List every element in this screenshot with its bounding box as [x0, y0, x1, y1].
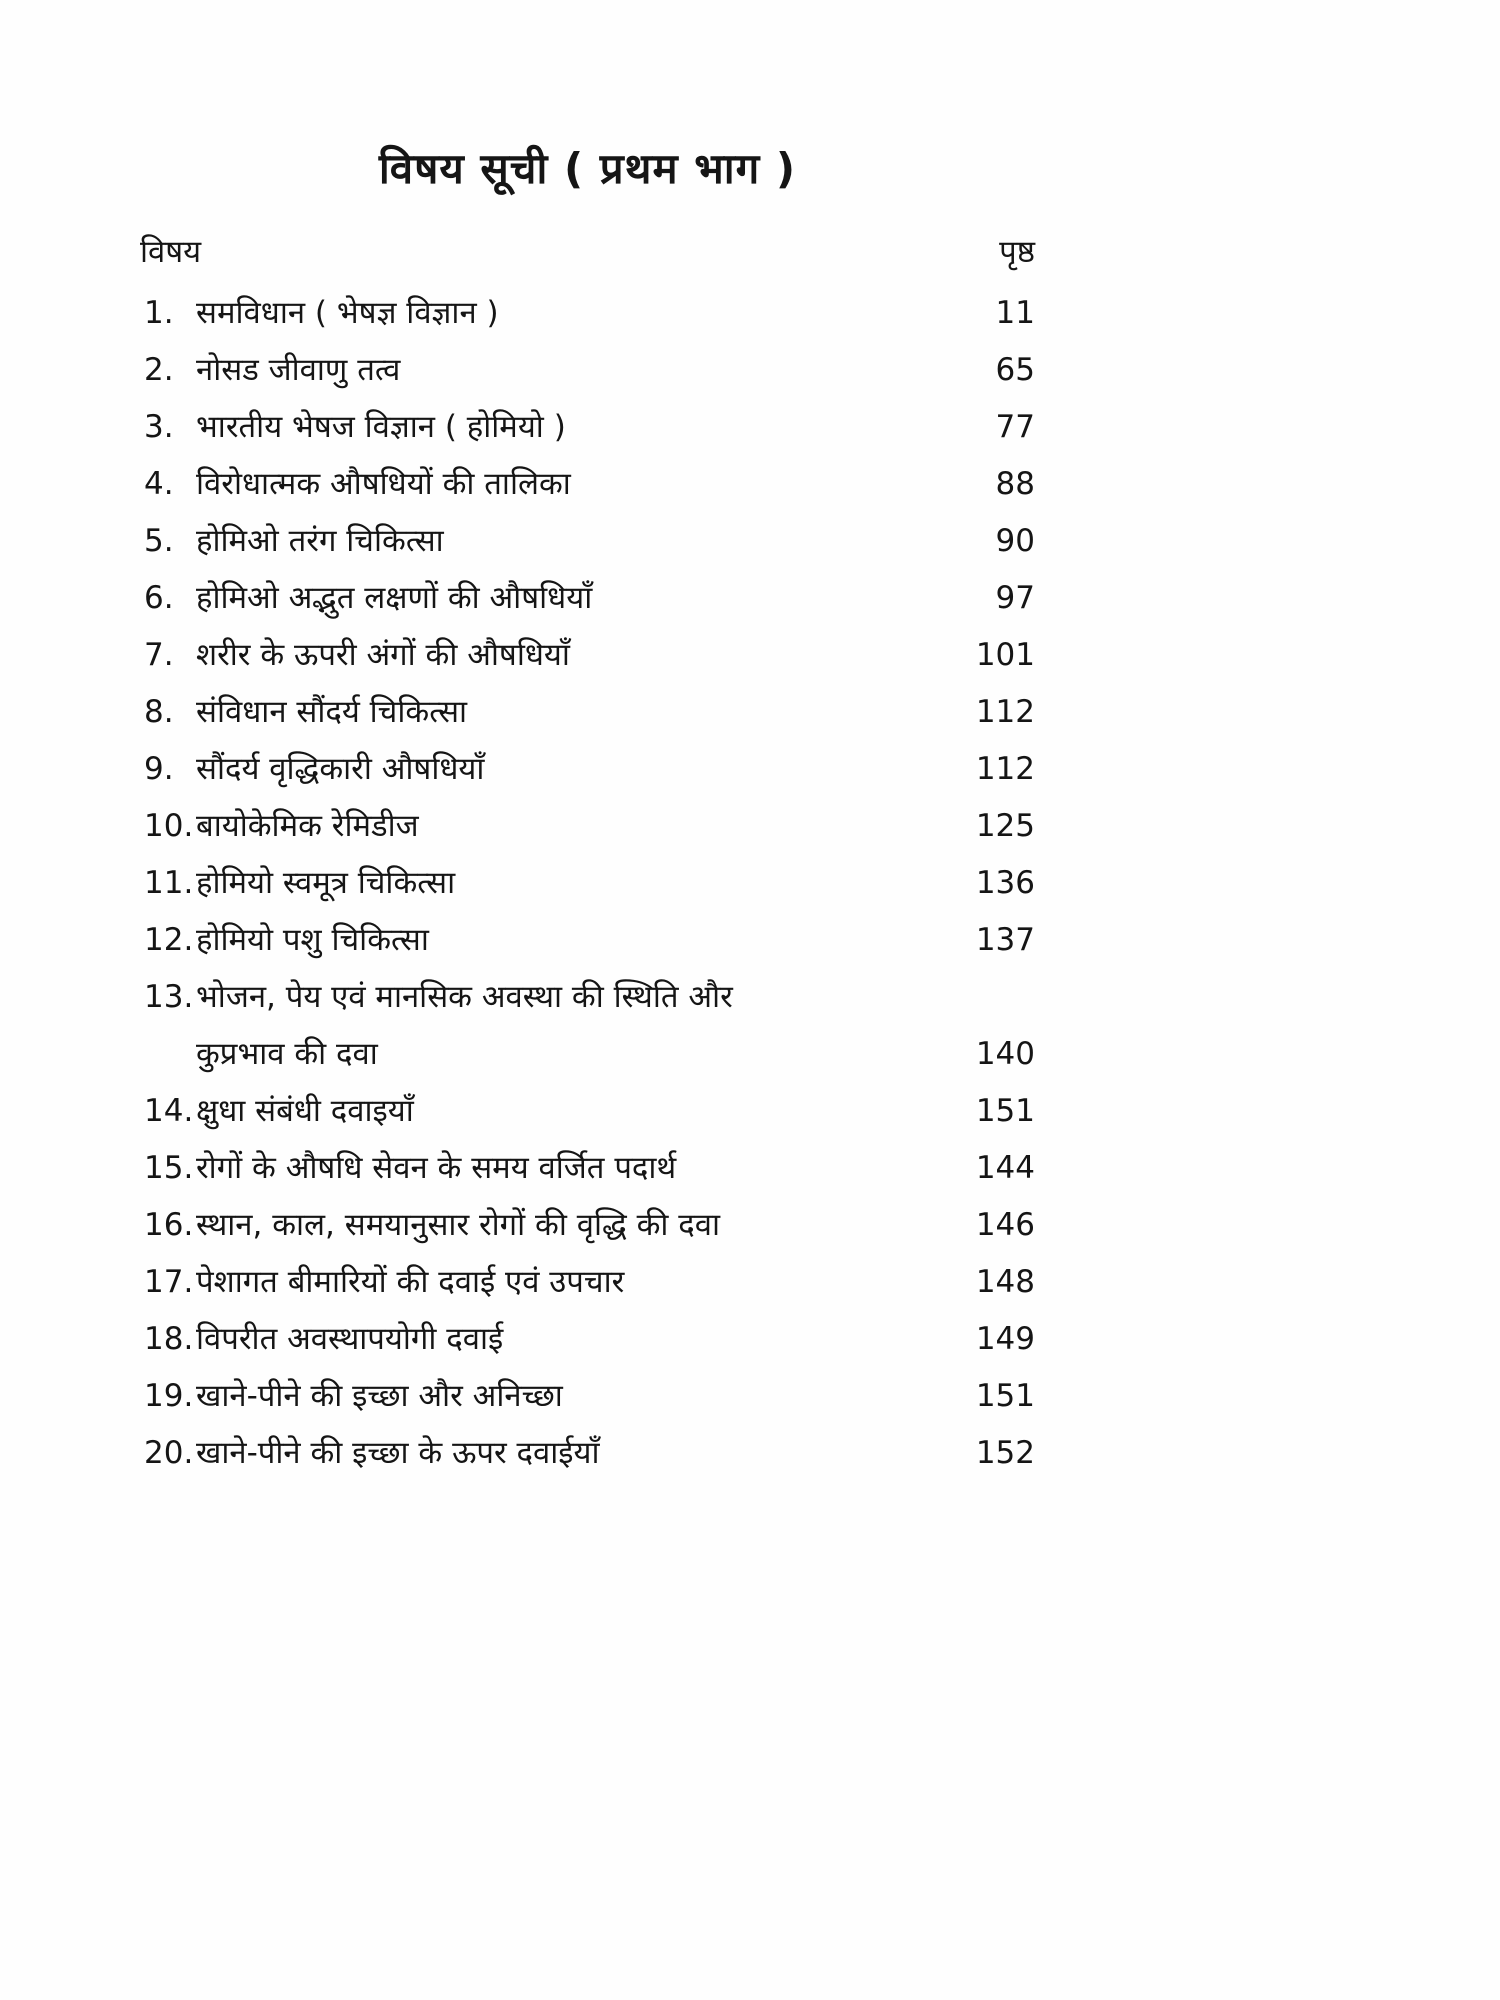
entry-page-number: 11: [995, 294, 1035, 331]
entry-number: 18.: [144, 1320, 194, 1357]
entry-number: 9.: [144, 750, 174, 787]
entry-number: 4.: [144, 465, 174, 502]
entry-title: नोसड जीवाणु तत्व: [196, 351, 401, 388]
entry-title: भारतीय भेषज विज्ञान ( होमियो ): [196, 408, 566, 445]
subject-column-header: विषय: [140, 233, 202, 270]
entry-page-number: 137: [975, 921, 1035, 958]
entry-number: 6.: [144, 579, 174, 616]
toc-row: [140, 969, 1035, 1026]
toc-row: [140, 456, 1035, 513]
toc-row: [140, 1197, 1035, 1254]
entry-page-number: 151: [975, 1377, 1035, 1414]
entry-title: खाने-पीने की इच्छा और अनिच्छा: [196, 1377, 563, 1414]
toc-row: [140, 684, 1035, 741]
entry-title: होमिओ अद्भुत लक्षणों की औषधियाँ: [196, 579, 593, 616]
entry-page-number: 149: [975, 1320, 1035, 1357]
toc-row: [140, 1254, 1035, 1311]
toc-row: [140, 1368, 1035, 1425]
entry-title: स्थान, काल, समयानुसार रोगों की वृद्धि की दवा: [196, 1206, 721, 1243]
toc-row: [140, 570, 1035, 627]
entry-page-number: 144: [975, 1149, 1035, 1186]
entry-title: बायोकेमिक रेमिडीज: [196, 807, 419, 844]
toc-row: [140, 1140, 1035, 1197]
entry-number: 17.: [144, 1263, 194, 1300]
toc-row: [140, 912, 1035, 969]
toc-row: [140, 741, 1035, 798]
toc-row: [140, 1311, 1035, 1368]
entry-page-number: 146: [975, 1206, 1035, 1243]
entry-page-number: 77: [995, 408, 1035, 445]
entry-page-number: 112: [975, 693, 1035, 730]
entry-page-number: 148: [975, 1263, 1035, 1300]
entry-title: क्षुधा संबंधी दवाइयाँ: [196, 1092, 414, 1129]
toc-row: [140, 855, 1035, 912]
entry-page-number: 88: [995, 465, 1035, 502]
entry-title: विपरीत अवस्थापयोगी दवाई: [196, 1320, 504, 1357]
entry-title: विरोधात्मक औषधियों की तालिका: [196, 465, 571, 502]
entry-number: 2.: [144, 351, 174, 388]
entry-title: संविधान सौंदर्य चिकित्सा: [196, 693, 468, 730]
entry-page-number: 112: [975, 750, 1035, 787]
entry-page-number: 125: [975, 807, 1035, 844]
page-column-header: पृष्ठ: [999, 233, 1035, 270]
entry-page-number: 140: [975, 1035, 1035, 1072]
toc-row: [140, 627, 1035, 684]
entry-number: 19.: [144, 1377, 194, 1414]
entry-number: 16.: [144, 1206, 194, 1243]
column-headers: [140, 227, 1035, 277]
entry-title: सौंदर्य वृद्धिकारी औषधियाँ: [196, 750, 485, 787]
entry-number: 5.: [144, 522, 174, 559]
entry-number: 20.: [144, 1434, 194, 1471]
entry-number: 8.: [144, 693, 174, 730]
toc-entries: [140, 285, 1035, 1482]
entry-page-number: 101: [975, 636, 1035, 673]
toc-row: [140, 798, 1035, 855]
entry-title: रोगों के औषधि सेवन के समय वर्जित पदार्थ: [196, 1149, 677, 1186]
entry-number: 13.: [144, 978, 194, 1015]
toc-row: [140, 399, 1035, 456]
entry-number: 7.: [144, 636, 174, 673]
entry-title: पेशागत बीमारियों की दवाई एवं उपचार: [196, 1263, 625, 1300]
entry-page-number: 65: [995, 351, 1035, 388]
toc-row: [140, 1425, 1035, 1482]
entry-number: 15.: [144, 1149, 194, 1186]
entry-title: खाने-पीने की इच्छा के ऊपर दवाईयाँ: [196, 1434, 600, 1471]
entry-number: 12.: [144, 921, 194, 958]
toc-row: [140, 1026, 1035, 1083]
entry-number: 10.: [144, 807, 194, 844]
entry-page-number: 97: [995, 579, 1035, 616]
entry-page-number: 151: [975, 1092, 1035, 1129]
toc-row: [140, 285, 1035, 342]
toc-row: [140, 342, 1035, 399]
entry-number: 1.: [144, 294, 174, 331]
entry-page-number: 90: [995, 522, 1035, 559]
entry-title: होमियो पशु चिकित्सा: [196, 921, 429, 958]
toc-row: [140, 1083, 1035, 1140]
entry-title: शरीर के ऊपरी अंगों की औषधियाँ: [196, 636, 570, 673]
entry-page-number: 152: [975, 1434, 1035, 1471]
entry-number: 3.: [144, 408, 174, 445]
entry-number: 11.: [144, 864, 194, 901]
entry-title: होमियो स्वमूत्र चिकित्सा: [196, 864, 456, 901]
entry-title: भोजन, पेय एवं मानसिक अवस्था की स्थिति और: [196, 978, 733, 1015]
page-title: विषय सूची ( प्रथम भाग ): [378, 144, 797, 193]
entry-page-number: 136: [975, 864, 1035, 901]
entry-title: कुप्रभाव की दवा: [196, 1035, 378, 1072]
entry-title: होमिओ तरंग चिकित्सा: [196, 522, 444, 559]
entry-number: 14.: [144, 1092, 194, 1129]
entry-title: समविधान ( भेषज्ञ विज्ञान ): [196, 294, 499, 331]
toc-row: [140, 513, 1035, 570]
